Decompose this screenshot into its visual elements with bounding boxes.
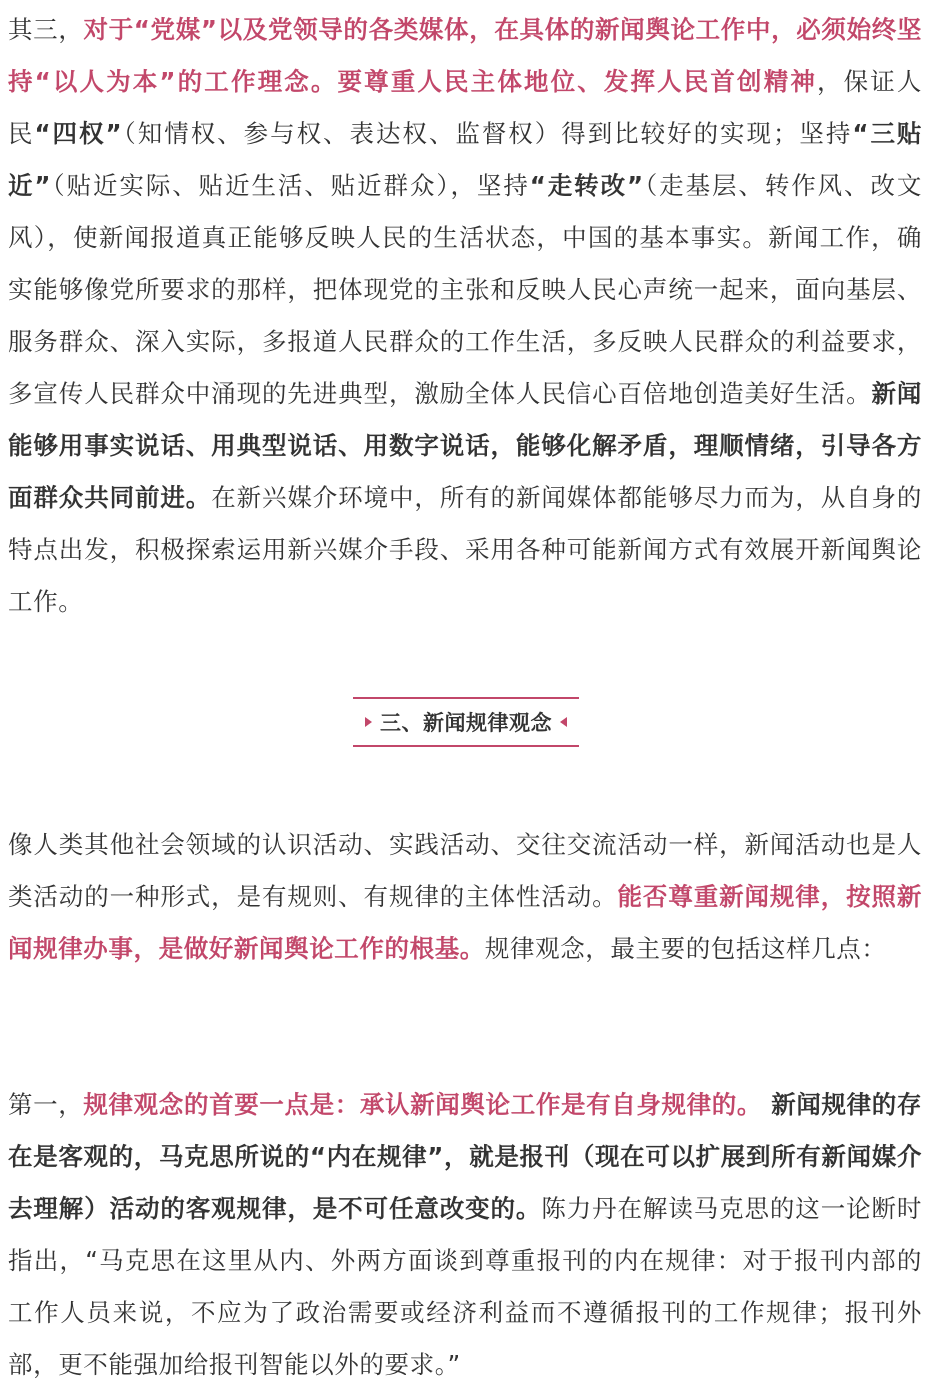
paragraph-lead: 第一，	[8, 1090, 84, 1119]
paragraph-point-one	[8, 1079, 922, 1391]
highlight-text: 规律观念的首要一点是：承认新闻舆论工作是有自身规律的。	[83, 1090, 763, 1119]
body-text: 规律观念，最主要的包括这样几点：	[484, 934, 887, 963]
body-text: 像人类其他社会领域的认识活动、实践活动、交往交流活动一样，新闻活动也是人类活动的一种形式，是有规则、有规律的主体性活动。	[8, 830, 922, 911]
body-text: （知情权、参与权、表达权、监督权）得到比较好的实现；坚持	[122, 119, 853, 148]
paragraph-lead: 其三，	[8, 15, 84, 44]
bold-term: “三贴近”	[8, 119, 923, 200]
bold-term: “四权”	[34, 119, 123, 148]
section-heading-container	[0, 697, 932, 747]
paragraph-news-law-intro	[8, 819, 922, 975]
section-heading: 三、新闻规律观念	[380, 711, 552, 735]
body-text: （走基层、转作风、改文风），使新闻报道真正能够反映人民的生活状态，中国的基本事实。新闻工作，确实能够像党所要求的那样，把体现党的主张和反映人民心声统一起来，面向基层、服务群众、深入实际，多报道人民群众的工作生活，多反映人民群众的利益要求，多宣传人民群众中涌现的先进典型，激励全体人民信心百倍地创造美好生活。	[8, 171, 922, 408]
bold-sentence: 新闻能够用事实说话、用典型说话、用数字说话，能够化解矛盾，理顺情绪，引导各方面群众共同前进。	[8, 379, 922, 512]
highlight-text: 能否尊重新闻规律，按照新闻规律办事，是做好新闻舆论工作的根基。	[8, 882, 922, 963]
body-text: 陈力丹在解读马克思的这一论断时指出，“马克思在这里从内、外两方面谈到尊重报刊的内在规律：对于报刊内部的工作人员来说，不应为了政治需要或经济利益而不遵循报刊的工作规律；报刊外部，更不能强加给报刊智能以外的要求。”	[8, 1194, 922, 1379]
left-triangle-icon	[560, 717, 567, 727]
body-text: ，保证人民	[8, 67, 922, 148]
body-text: （贴近实际、贴近生活、贴近群众），坚持	[51, 171, 530, 200]
highlight-text: 对于“党媒”以及党领导的各类媒体，在具体的新闻舆论工作中，必须始终坚持“以人为本”的工作理念。要尊重人民主体地位、发挥人民首创精神	[8, 15, 922, 96]
bold-term: “走转改”	[529, 171, 644, 200]
body-text: 在新兴媒介环境中，所有的新闻媒体都能够尽力而为，从自身的特点出发，积极探索运用新兴媒介手段、采用各种可能新闻方式有效展开新闻舆论工作。	[8, 483, 922, 616]
section-heading-box	[353, 697, 579, 747]
paragraph-point-three	[8, 4, 922, 628]
bold-sentence: 新闻规律的存在是客观的，马克思所说的“内在规律”，就是报刊（现在可以扩展到所有新闻媒介去理解）活动的客观规律，是不可任意改变的。	[8, 1090, 922, 1223]
right-triangle-icon	[365, 717, 372, 727]
